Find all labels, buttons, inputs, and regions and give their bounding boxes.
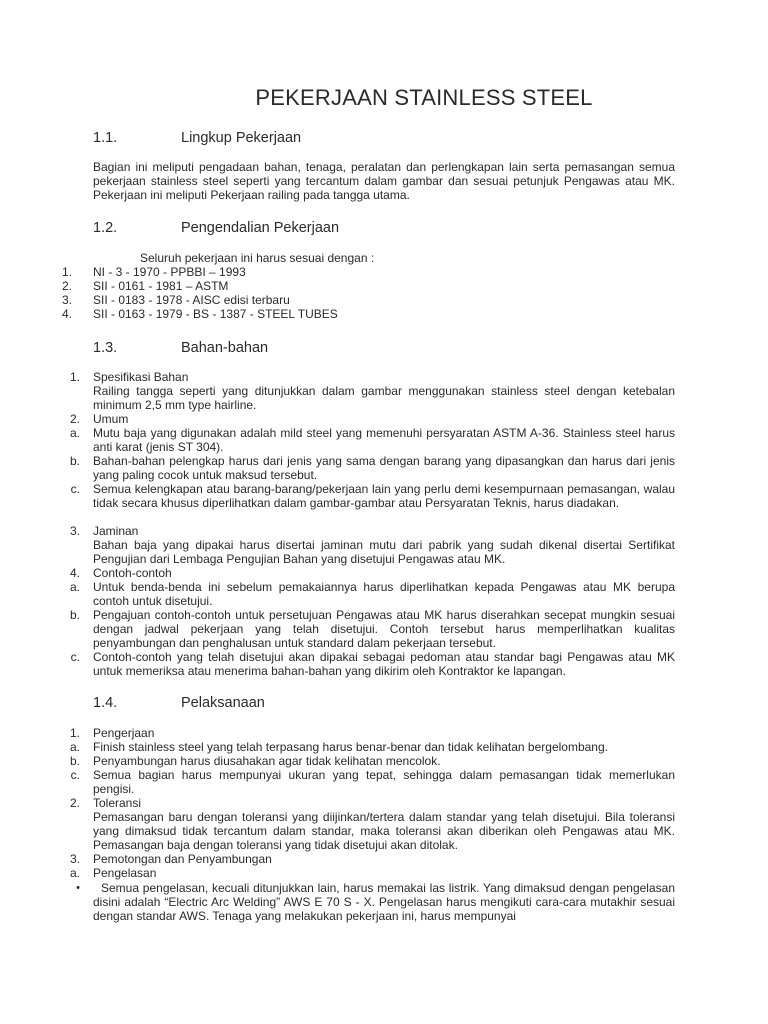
list-text: Pengajuan contoh-contoh untuk persetujuan Pengawas atau MK harus diserahkan secepat mungkin sesuai dengan jadwal pekerjaan yang telah disetujui. Contoh tersebut harus memperlihatkan kualitas penyambungan dan penghalusan untuk standard dalam pekerjaan tersebut.: [93, 608, 675, 650]
list-marker: 4.: [69, 566, 80, 580]
standard-text: SII - 0163 - 1979 - BS - 1387 - STEEL TUBES: [93, 307, 338, 321]
list-marker: b.: [69, 608, 80, 622]
list-text: Contoh-contoh: [93, 566, 172, 580]
list-marker: b.: [69, 454, 80, 468]
list-text: Pengelasan: [93, 866, 157, 880]
list-text: Spesifikasi Bahan: [93, 370, 189, 384]
list-text: Contoh-contoh yang telah disetujui akan dipakai sebagai pedoman atau standar bagi Pengawas atau MK untuk memeriksa atau menerima bahan-bahan yang dikirim oleh Kontraktor ke lapangan.: [93, 650, 675, 678]
standard-number: 2.: [62, 279, 73, 293]
section-1-2-title: Pengendalian Pekerjaan: [181, 220, 340, 236]
list-marker: 1.: [69, 726, 80, 740]
list-text: Finish stainless steel yang telah terpasang harus benar-benar dan tidak kelihatan bergelombang.: [93, 740, 608, 754]
section-1-1-number: 1.1.: [93, 130, 118, 146]
list-marker: 3.: [69, 852, 80, 866]
list-marker: b.: [69, 754, 80, 768]
standard-text: SII - 0161 - 1981 – ASTM: [93, 279, 229, 293]
standard-number: 3.: [62, 293, 73, 307]
standard-number: 1.: [62, 265, 73, 279]
section-1-2-intro: Seluruh pekerjaan ini harus sesuai dengan :: [140, 251, 375, 265]
section-1-1-title: Lingkup Pekerjaan: [181, 130, 302, 146]
list-text: Umum: [93, 412, 129, 426]
standard-text: SII - 0183 - 1978 - AISC edisi terbaru: [93, 293, 290, 307]
section-1-3-title: Bahan-bahan: [181, 340, 269, 356]
list-marker: 2.: [69, 796, 80, 810]
list-marker: 1.: [69, 370, 80, 384]
list-text: Penyambungan harus diusahakan agar tidak kelihatan mencolok.: [93, 754, 441, 768]
list-text: Bahan baja yang dipakai harus disertai jaminan mutu dari pabrik yang sudah dikenal disertai Sertifikat Pengujian dari Lembaga Pengujian Bahan yang disetujui Pengawas atau MK.: [93, 538, 675, 566]
list-marker: a.: [69, 866, 80, 880]
list-text: Mutu baja yang digunakan adalah mild steel yang memenuhi persyaratan ASTM A-36. Stainless steel harus anti karat (jenis ST 304).: [93, 426, 675, 454]
section-1-1-paragraph: Bagian ini meliputi pengadaan bahan, tenaga, peralatan dan perlengkapan lain serta pemasangan semua pekerjaan stainless steel seperti yang tercantum dalam gambar dan sesuai petunjuk Pengawas atau MK. Pekerjaan ini meliputi Pekerjaan railing pada tangga utama.: [93, 160, 675, 202]
list-marker: 3.: [69, 524, 80, 538]
standard-text: NI - 3 - 1970 - PPBBI – 1993: [93, 265, 246, 279]
list-text: Jaminan: [93, 524, 139, 538]
list-text: Pemotongan dan Penyambungan: [93, 852, 272, 866]
list-text: Railing tangga seperti yang ditunjukkan dalam gambar menggunakan stainless steel dengan ketebalan minimum 2,5 mm type hairline.: [93, 384, 675, 412]
list-text: Toleransi: [93, 796, 142, 810]
bullet-icon: •: [76, 882, 80, 894]
list-text: Bahan-bahan pelengkap harus dari jenis yang sama dengan barang yang dipasangkan dan harus dari jenis yang paling cocok untuk maksud tersebut.: [93, 454, 675, 482]
list-marker: a.: [69, 580, 80, 594]
list-marker: a.: [69, 740, 80, 754]
list-marker: c.: [70, 650, 80, 664]
list-marker: a.: [69, 426, 80, 440]
list-text: Semua pengelasan, kecuali ditunjukkan lain, harus memakai las listrik. Yang dimaksud dengan pengelasan disini adalah “Electric Arc Welding” AWS E 70 S - X. Pengelasan harus mengikuti cara-cara mutakhir sesuai dengan standar AWS. Tenaga yang melakukan pekerjaan ini, harus mempunyai: [93, 881, 675, 923]
section-1-4-title: Pelaksanaan: [181, 695, 265, 711]
list-text: Untuk benda-benda ini sebelum pemakaiannya harus diperlihatkan kepada Pengawas atau MK berupa contoh untuk disetujui.: [93, 580, 675, 608]
list-marker: c.: [70, 768, 80, 782]
standard-number: 4.: [62, 307, 73, 321]
list-text: Pemasangan baru dengan toleransi yang diijinkan/tertera dalam standar yang telah disetujui. Bila toleransi yang dimaksud tidak tercantum dalam standar, maka toleransi akan diberikan oleh Pengawas atau MK. Pemasangan baja dengan toleransi yang tidak disetujui akan ditolak.: [93, 810, 675, 852]
section-1-2-number: 1.2.: [93, 220, 118, 236]
list-marker: c.: [70, 482, 80, 496]
list-text: Semua bagian harus mempunyai ukuran yang tepat, sehingga dalam pemasangan tidak memerlukan pengisi.: [93, 768, 675, 796]
list-text: Pengerjaan: [93, 726, 155, 740]
section-1-3-number: 1.3.: [93, 340, 118, 356]
list-text: Semua kelengkapan atau barang-barang/pekerjaan lain yang perlu demi kesempurnaan pemasangan, walau tidak secara khusus diperlihatkan dalam gambar-gambar atau Persyaratan Teknis, harus diadakan.: [93, 482, 675, 510]
page-title: PEKERJAAN STAINLESS STEEL: [255, 85, 593, 110]
list-marker: 2.: [69, 412, 80, 426]
section-1-4-number: 1.4.: [93, 695, 118, 711]
